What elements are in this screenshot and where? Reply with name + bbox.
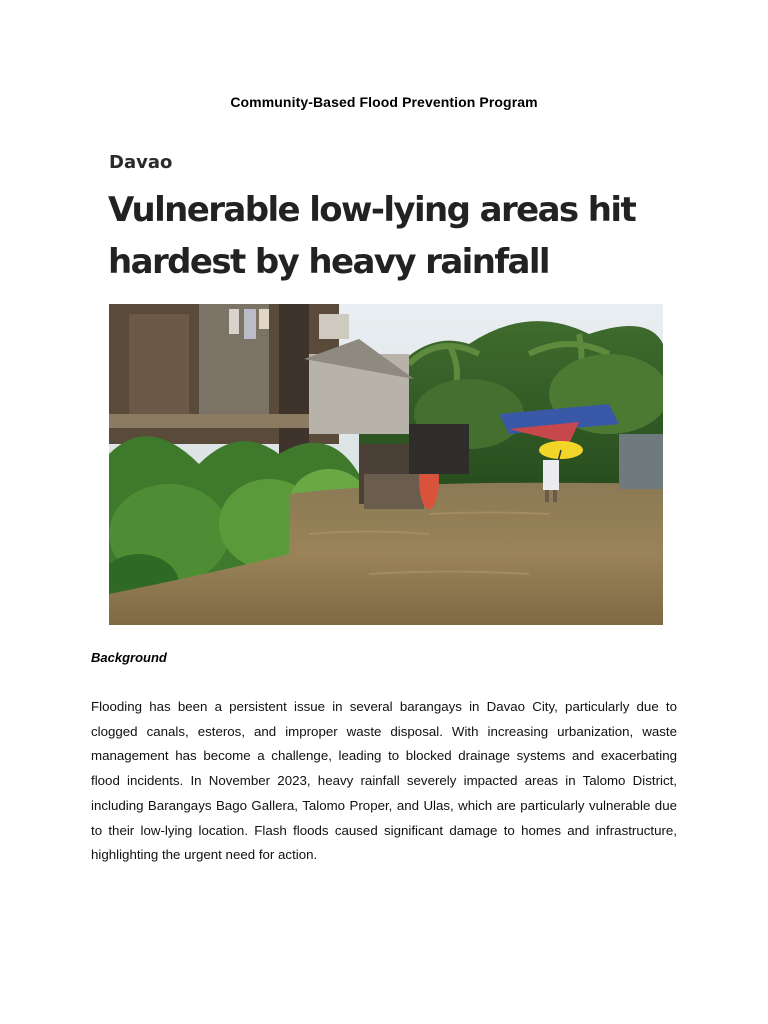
flood-photo [109, 304, 663, 625]
section-heading-background: Background [91, 650, 167, 665]
document-title: Community-Based Flood Prevention Program [230, 94, 538, 110]
article-location-kicker: Davao [109, 152, 173, 173]
article-headline: Vulnerable low-lying areas hit hardest by heavy rainfall [108, 190, 636, 282]
background-paragraph: Flooding has been a persistent issue in several barangays in Davao City, particularly due to clogged canals, esteros, and improper waste disposal. With increasing urbanization, waste management has become a challenge, leading to blocked drainage systems and exacerbating flood incidents. In November 2023, heavy rainfall severely impacted areas in Talomo District, including Barangays Bago Gallera, Talomo Proper, and Ulas, which are particularly vulnerable due to their low-lying location. Flash floods caused significant damage to homes and infrastructure, highlighting the urgent need for action. [91, 699, 677, 863]
